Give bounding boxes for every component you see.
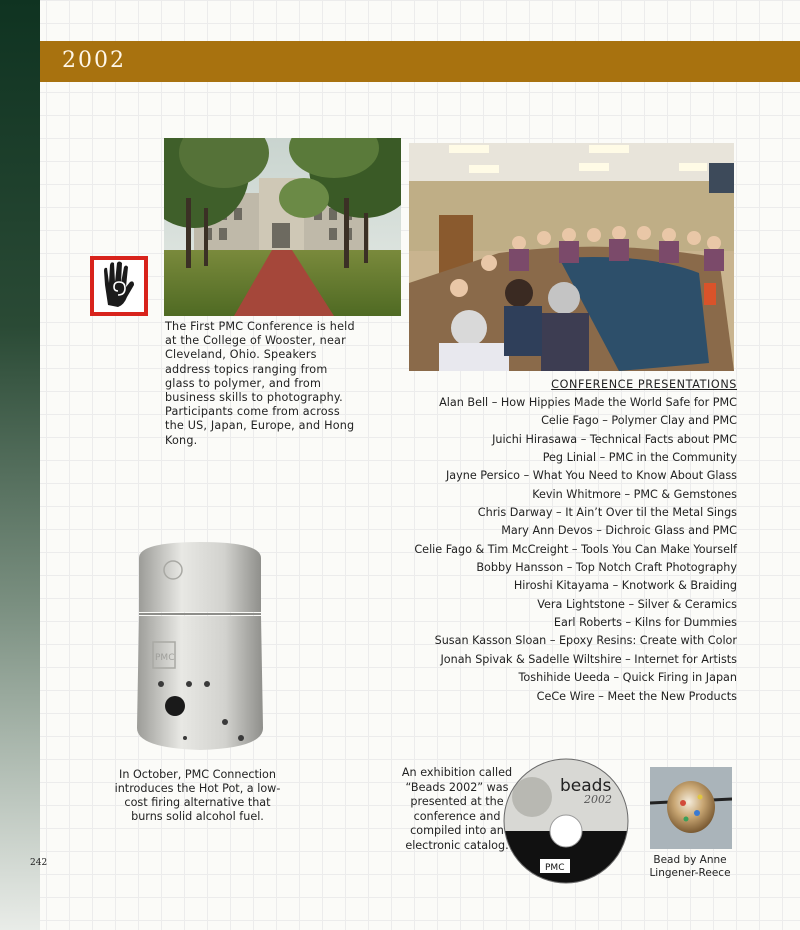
exhibition-caption: An exhibition called “Beads 2002” was presented at the conference and compiled into an electronic catalog. [401,766,513,852]
beads-cd-image [502,757,630,885]
presentation-item: Juichi Hirasawa – Technical Facts about PMC [492,432,737,446]
presentation-item: CeCe Wire – Meet the New Products [536,689,737,703]
presentation-item: Alan Bell – How Hippies Made the World Safe for PMC [439,396,737,409]
cd-year: 2002 [584,793,612,806]
hot-pot-image [125,538,275,756]
hot-pot-caption: In October, PMC Connection introduces the Hot Pot, a low-cost firing alternative that burns solid alcohol fuel. [114,768,281,823]
page-number: 242 [30,858,48,868]
presentation-item: Bobby Hansson – Top Notch Craft Photography [476,561,737,575]
presentations-list [360,394,737,706]
presentation-item: Celie Fago – Polymer Clay and PMC [541,414,737,428]
cd-logo: PMC [545,863,565,873]
side-gradient-strip [0,0,40,930]
presentation-item: Mary Ann Devos – Dichroic Glass and PMC [501,524,737,538]
conference-room-photo [409,143,734,371]
bead-photo [650,767,732,849]
presentation-item: Chris Darway – It Ain’t Over til the Metal Sings [477,506,737,520]
hand-spiral-icon [90,255,148,317]
year-title: 2002 [62,48,126,73]
cd-title: beads [560,776,612,796]
presentation-item: Toshihide Ueeda – Quick Firing in Japan [518,671,737,685]
presentation-item: Hiroshi Kitayama – Knotwork & Braiding [513,579,737,593]
presentation-item: Kevin Whitmore – PMC & Gemstones [532,487,737,501]
presentation-item: Earl Roberts – Kilns for Dummies [553,616,737,630]
bead-caption: Bead by Anne Lingener-Reece [649,854,731,879]
campus-photo [164,138,401,316]
presentation-item: Jonah Spivak & Sadelle Wiltshire – Internet for Artists [440,652,737,666]
hot-pot-logo: PMC [155,653,175,663]
presentation-item: Peg Linial – PMC in the Community [542,451,737,465]
presentation-item: Celie Fago & Tim McCreight – Tools You Can Make Yourself [414,542,737,556]
presentations-heading: CONFERENCE PRESENTATIONS [551,378,737,391]
presentation-item: Vera Lightstone – Silver & Ceramics [537,597,737,611]
conference-caption: The First PMC Conference is held at the College of Wooster, near Cleveland, Ohio. Speakers address topics ranging from glass to polymer, and from business skills to photography. Participants come from across the US, Japan, Europe, and Hong Kong. [165,320,355,447]
presentation-item: Jayne Persico – What You Need to Know About Glass [445,469,737,483]
presentation-item: Susan Kasson Sloan – Epoxy Resins: Create with Color [434,634,737,648]
conference-presentations [360,376,737,706]
year-header-bar [40,41,800,82]
